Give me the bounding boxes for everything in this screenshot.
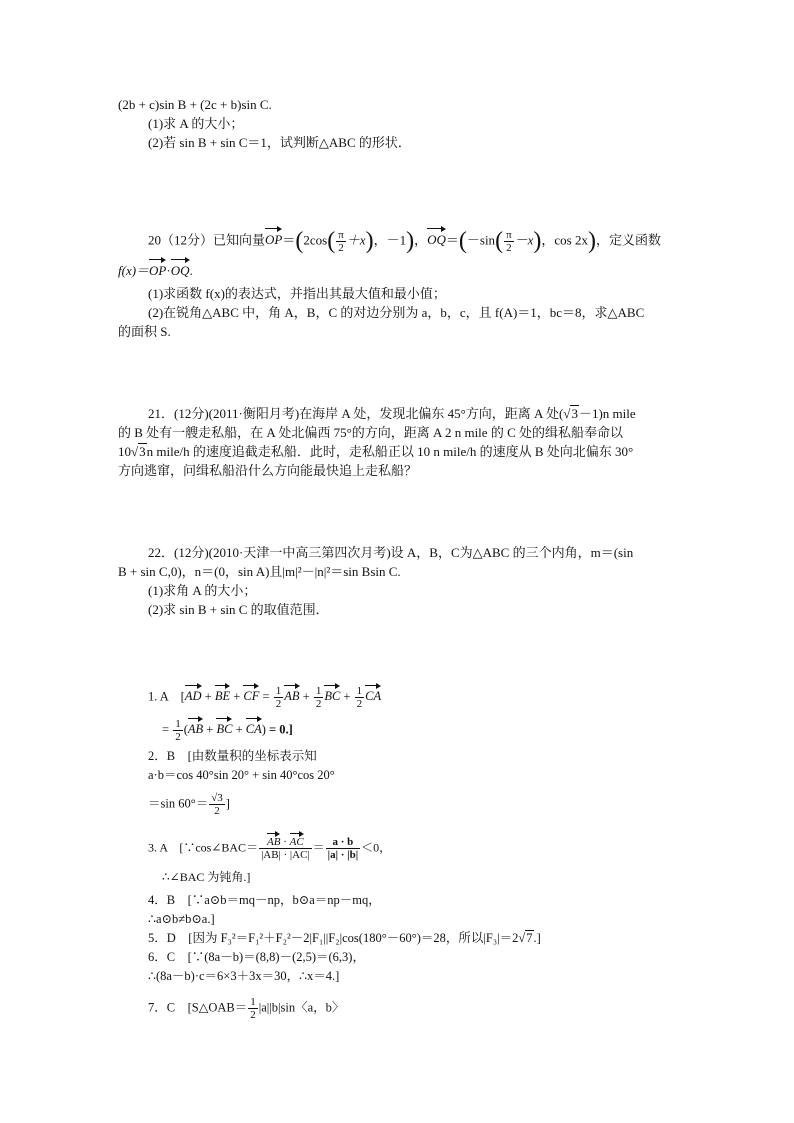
- fraction-cos-bac: $\frac{AB \cdot AC}{|AB| \cdot |AC|}$: [261, 836, 310, 861]
- fraction-half: $\frac{1}{2}$: [356, 685, 363, 710]
- sqrt-7: √7: [518, 931, 533, 945]
- answer-1-line1: 1. A [AD + BE + CF = $\frac{1}{2}$ AB + $\frac{1}{2}$ BC + $\frac{1}{2}$ CA: [148, 685, 382, 710]
- q22-part1: (1)求角 A 的大小；: [148, 583, 257, 598]
- fraction-pi-over-2: $\frac{\pi}{2}$: [506, 229, 512, 254]
- paren-close: ): [533, 228, 542, 254]
- q22-line1: 22．(12分)(2010·天津一中高三第四次月考)设 A，B，C为△ABC 的三个内角，m＝(sin: [148, 545, 634, 560]
- paren-open: (: [495, 228, 504, 254]
- q22-line2: B + sin C,0)，n＝(0，sin A)且|m|²－|n|²＝sin Bsin C.: [118, 564, 401, 579]
- answer-5-line1: 5．D [因为 F₃²＝F₁²＋F₂²－2|F₁||F₂|cos(180°－60°)＝28，所以|F₃|＝2√7.]: [148, 931, 541, 945]
- q21-line1: 21．(12分)(2011·衡阳月考)在海岸 A 处，发现北偏东 45°方向，距离 A 处(√3－1)n mile: [148, 406, 636, 421]
- answer-2-line3: ＝sin 60°＝ $\frac{√3}{2}$ ]: [148, 792, 230, 817]
- vector-op: OP: [265, 232, 283, 248]
- answer-2-line1: 2．B [由数量积的坐标表示知: [148, 749, 317, 763]
- answer-4-line1: 4．B [∵a⊙b＝mq－np，b⊙a＝np－mq，: [148, 893, 381, 907]
- answer-3-line2: ∴∠BAC 为钝角.]: [162, 870, 251, 884]
- answer-4-line2: ∴a⊙b≠b⊙a.]: [148, 912, 215, 926]
- q21-line3: 10√3n mile/h 的速度追截走私船．此时，走私船正以 10 n mile/h 的速度从 B 处向北偏东 30°: [118, 444, 634, 459]
- answer-6-line2: ∴(8a－b)·c＝6×3＋3x＝30，∴x＝4.]: [148, 969, 340, 983]
- fraction-half: $\frac{1}{2}$: [275, 685, 282, 710]
- q20-part2-cont: 的面积 S.: [118, 324, 171, 339]
- q20-statement: 20（12分）已知向量OP＝(2cos( $\frac{\pi}{2}$ ＋x)，－1)，OQ＝(－sin( $\frac{\pi}{2}$ －x)，cos 2x)，定义函数: [148, 228, 662, 254]
- answer-2-line2: a·b＝cos 40°sin 20° + sin 40°cos 20°: [148, 768, 335, 782]
- paren-open: (: [458, 228, 467, 254]
- q20-part1: (1)求函数 f(x)的表达式，并指出其最大值和最小值；: [148, 286, 446, 301]
- q20-part2: (2)在锐角△ABC 中，角 A，B，C 的对边分别为 a，b，c，且 f(A)＝1，bc＝8，求△ABC: [148, 305, 645, 320]
- paren-open: (: [327, 228, 336, 254]
- paren-close: ): [406, 228, 415, 254]
- fraction-half: $\frac{1}{2}$: [315, 685, 322, 710]
- vector-op: OP: [149, 263, 167, 278]
- q19-part1: (1)求 A 的大小；: [148, 116, 244, 131]
- answer-3-line1: 3. A [∵cos∠BAC＝ $\frac{AB \cdot AC}{|AB| \cdot |AC|}$ ＝ $\frac{a \cdot b}{|a| \cdot |b|}$ ＜0，: [148, 836, 392, 861]
- fraction-half: $\frac{1}{2}$: [175, 718, 181, 743]
- fraction-sqrt3-over-2: $\frac{√3}{2}$: [211, 792, 223, 817]
- q19-part2: (2)若 sin B + sin C＝1，试判断△ABC 的形状．: [148, 135, 411, 150]
- sqrt-3: √3: [131, 444, 146, 459]
- fraction-half: $\frac{1}{2}$: [250, 996, 256, 1021]
- paren-close: ): [365, 228, 374, 254]
- fraction-pi-over-2: $\frac{\pi}{2}$: [338, 229, 344, 254]
- answer-1-line2: = $\frac{1}{2}$ (AB + BC + CA) = 0.]: [162, 718, 293, 743]
- q21-line4: 方向逃窜，问缉私船沿什么方向能最快追上走私船？: [118, 463, 418, 478]
- paren-close: ): [588, 228, 596, 254]
- answer-7-line1: 7．C [S△OAB＝ $\frac{1}{2}$ |a||b|sin〈a，b〉: [148, 996, 345, 1021]
- paren-open: (: [295, 228, 304, 254]
- sqrt-3: √3: [563, 406, 578, 421]
- vector-oq: OQ: [427, 232, 446, 248]
- q22-part2: (2)求 sin B + sin C 的取值范围．: [148, 602, 329, 617]
- q19-continuation: (2b + c)sin B + (2c + b)sin C.: [118, 97, 272, 112]
- q20-function-definition: f(x)＝OP·OQ.: [118, 263, 193, 278]
- answer-6-line1: 6．C [∵(8a－b)＝(8,8)－(2,5)＝(6,3)，: [148, 950, 365, 964]
- q21-line2: 的 B 处有一艘走私船，在 A 处北偏西 75°的方向，距离 A 2 n mile 的 C 处的缉私船奉命以: [118, 425, 623, 440]
- vector-oq: OQ: [170, 263, 190, 278]
- fraction-ab-over-norms: $\frac{a \cdot b}{|a| \cdot |b|}$: [327, 836, 359, 861]
